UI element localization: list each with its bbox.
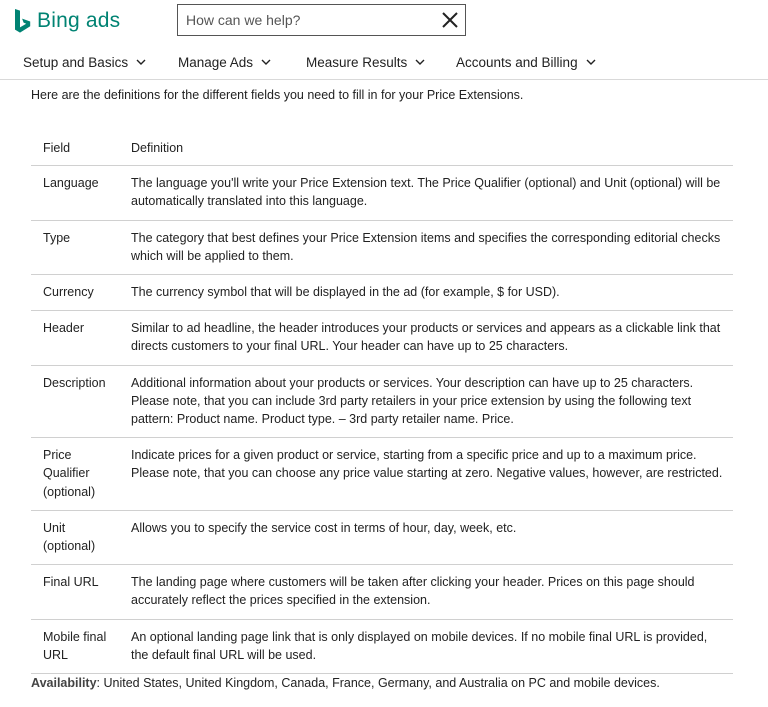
field-definition: Similar to ad headline, the header introduces your products or services and appears as a clickable link that directs customers to your final URL. Your header can have up to 25 characters. [131,321,721,354]
field-name: Language [43,176,99,191]
nav-label: Setup and Basics [23,55,129,70]
field-definition: The currency symbol that will be displayed in the ad (for example, $ for USD). [131,285,560,300]
column-header-definition: Definition [131,141,184,155]
field-name: Price Qualifier (optional) [43,448,96,499]
intro-text: Here are the definitions for the different fields you need to fill in for your Price Extensions. [31,88,524,102]
field-definition: Allows you to specify the service cost in terms of hour, day, week, etc. [131,520,517,535]
nav-accounts-and-billing[interactable] [456,53,596,70]
field-definition: Additional information about your products or services. Your description can have up to 25 characters. Please note, that you can include 3rd party retailers in your price extension by using the following text pattern: Product name. Product type. – 3rd party retailer name. Price. [131,375,694,427]
table-row [31,565,733,619]
field-definition: The landing page where customers will be taken after clicking your header. Prices on this page should accurately reflect the prices specified in the extension. [131,575,695,608]
field-name: Final URL [43,575,99,590]
chevron-down-icon [586,53,596,68]
table-row [31,166,733,220]
field-definition: The category that best defines your Price Extension items and specifies the corresponding editorial checks which will be applied to them. [131,230,721,263]
table-row [31,311,733,365]
table-row [31,619,733,673]
nav-label: Manage Ads [178,55,254,70]
field-name: Unit (optional) [43,520,96,554]
close-icon[interactable] [438,8,462,32]
nav-measure-results[interactable] [306,53,425,70]
field-name: Currency [43,285,94,300]
table-header-row [31,131,733,166]
brand-name: Bing ads [37,9,121,32]
chevron-down-icon [136,53,146,68]
definitions-table [31,131,733,674]
bing-ads-logo[interactable] [14,7,120,35]
chevron-down-icon [415,53,425,68]
nav-manage-ads[interactable] [178,53,271,70]
availability-label: Availability [31,676,97,690]
field-definition: The language you'll write your Price Extension text. The Price Qualifier (optional) and Unit (optional) will be automatically translated into this language. [131,176,721,209]
table-row [31,438,733,511]
field-definition: Indicate prices for a given product or service, starting from a specific price and up to a maximum price. Please note, that you can choose any price value starting at zero. Negative values, however, are restricted. [131,448,723,481]
nav-label: Accounts and Billing [456,55,578,70]
table-row [31,275,733,311]
top-bar [0,0,768,42]
field-name: Description [43,375,106,390]
field-name: Header [43,321,84,336]
table-row [31,220,733,274]
search-input[interactable] [178,5,440,35]
bing-logo-icon [14,8,31,34]
field-name: Mobile final URL [43,629,107,662]
search-box [177,4,466,36]
field-name: Type [43,230,71,245]
chevron-down-icon [261,53,271,68]
availability-note [31,676,660,690]
field-definition: An optional landing page link that is only displayed on mobile devices. If no mobile final URL is provided, the default final URL will be used. [131,629,708,662]
table-row [31,510,733,564]
table-row [31,365,733,438]
availability-text: : United States, United Kingdom, Canada, France, Germany, and Australia on PC and mobile devices. [96,676,660,690]
column-header-field: Field [43,141,71,155]
nav-label: Measure Results [306,55,408,70]
nav-setup-and-basics[interactable] [23,53,146,70]
main-nav [0,44,768,80]
